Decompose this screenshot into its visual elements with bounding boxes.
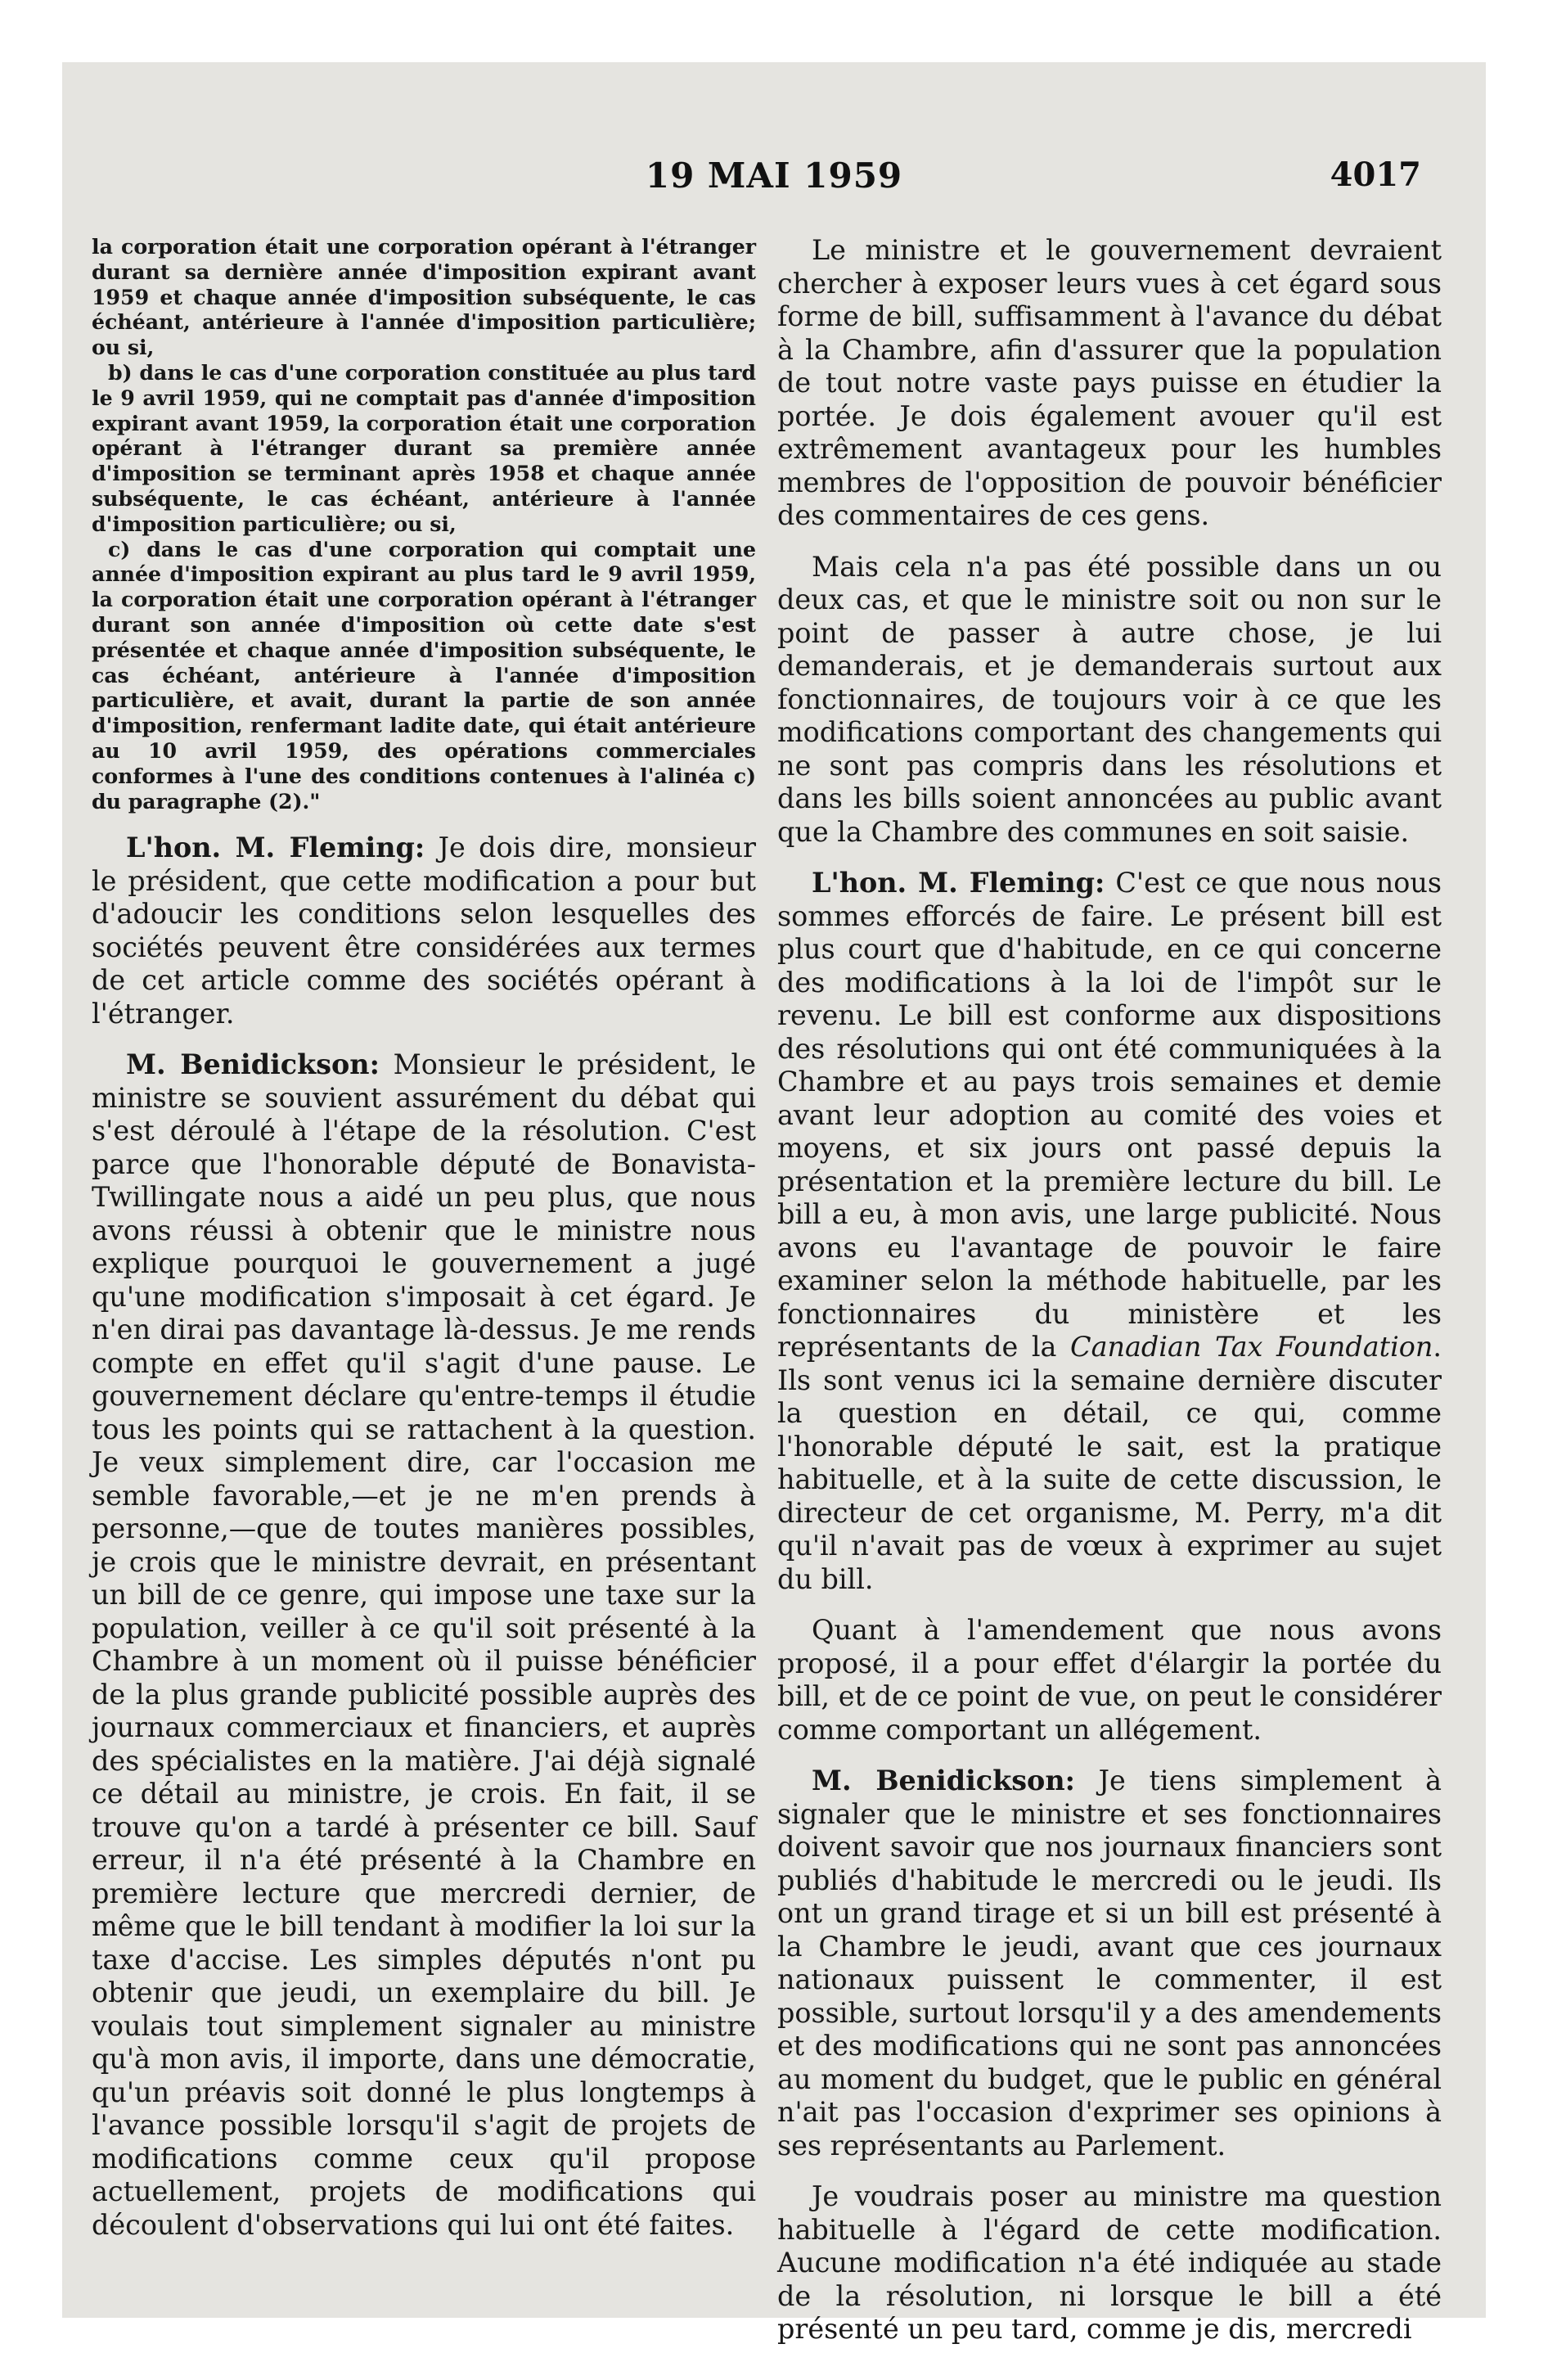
speaker-name: M. Benidickson: — [812, 1765, 1075, 1796]
speech-paragraph — [777, 867, 1442, 1596]
left-debate — [92, 832, 756, 2242]
speech-paragraph: Quant à l'amendement que nous avons proposé, il a pour effet d'élargir la portée du bill, et de ce point de vue, on peut le considérer comme comportant un allégement. — [777, 1614, 1442, 1746]
quoted-amendment — [92, 234, 756, 814]
speech-paragraph: Mais cela n'a pas été possible dans un ou deux cas, et que le ministre soit ou non sur le point de passer à autre chose, je lui demanderais, et je demanderais surtout aux fonctionnaires, de toujours voir à ce que les modifications comportant des changements qui ne sont pas compris dans les résolutions et dans les bills soient annoncées au public avant que la Chambre des communes en soit saisie. — [777, 550, 1442, 848]
page-number: 4017 — [1330, 156, 1421, 194]
speech-text: Je dois dire, monsieur le président, que cette modification a pour but d'adoucir les conditions selon lesquelles des sociétés peuvent être considérées aux termes de cet article comme des sociétés opérant à l'étranger. — [92, 832, 756, 1030]
right-column — [777, 234, 1442, 2346]
quote-clause-c: c) dans le cas d'une corporation qui comptait une année d'imposition expirant au plus tard le 9 avril 1959, la corporation était une corporation opérant à l'étranger durant son année d'imposition où cette date s'est présentée et chaque année d'imposition subséquente, le cas échéant, antérieure à l'année d'imposition particulière, et avait, durant la partie de son année d'imposition, renfermant ladite date, qui était antérieure au 10 avril 1959, des opérations commerciales conformes à l'une des conditions contenues à l'alinéa c) du paragraphe (2)." — [92, 536, 756, 814]
speech-text: Monsieur le président, le ministre se souvient assurément du débat qui s'est déroulé à l'étape de la résolution. C'est parce que l'honorable député de Bonavista-Twillingate nous a aidé un peu plus, que nous avons réussi à obtenir que le ministre nous explique pourquoi le gouvernement a jugé qu'une modification s'imposait à cet égard. Je n'en dirai pas davantage là-dessus. Je me rends compte en effet qu'il s'agit d'une pause. Le gouvernement déclare qu'entre-temps il étudie tous les points qui se rattachent à la question. Je veux simplement dire, car l'occasion me semble favorable,—et je ne m'en prends à personne,—que de toutes manières possibles, je crois que le ministre devrait, en présentant un bill de ce genre, qui impose une taxe sur la population, veiller à ce qu'il soit présenté à la Chambre à un moment où il puisse bénéficier de la plus grande publicité possible auprès des journaux commerciaux et financiers, et auprès des spécialistes en la matière. J'ai déjà signalé ce détail au ministre, je crois. En fait, il se trouve qu'on a tardé à présenter ce bill. Sauf erreur, il n'a été présenté à la Chambre en première lecture que mercredi dernier, de même que le bill tendant à modifier la loi sur la taxe d'accise. Les simples députés n'ont pu obtenir que jeudi, un exemplaire du bill. Je voulais tout simplement signaler au ministre qu'à mon avis, il importe, dans une démocratie, qu'un préavis soit donné le plus longtemps à l'avance possible lorsqu'il s'agit de projets de modifications comme ceux qu'il propose actuellement, projets de modifications qui découlent d'observations qui lui ont été faites. — [92, 1048, 757, 2241]
quote-continuation: la corporation était une corporation opérant à l'étranger durant sa dernière année d'imposition expirant avant 1959 et chaque année d'imposition subséquente, le cas échéant, antérieure à l'année d'imposition particulière; ou si, — [92, 234, 756, 360]
page-date: 19 MAI 1959 — [645, 156, 903, 196]
speech-text: . Ils sont venus ici la semaine dernière discuter la question en détail, ce qui, comme l'honorable député le sait, est la pratique habituelle, et à la suite de cette discussion, le directeur de cet organisme, M. Perry, m'a dit qu'il n'avait pas de vœux à exprimer au sujet du bill. — [777, 1331, 1442, 1595]
speech-paragraph — [777, 1765, 1442, 2162]
speech-text: Je tiens simplement à signaler que le ministre et ses fonctionnaires doivent savoir que nos journaux financiers sont publiés d'habitude le mercredi ou le jeudi. Ils ont un grand tirage et si un bill est présenté à la Chambre le jeudi, avant que ces journaux nationaux puissent le commenter, il est possible, surtout lorsqu'il y a des amendements et des modifications qui ne sont pas annoncées au moment du budget, que le public en général n'ait pas l'occasion d'exprimer ses opinions à ses représentants au Parlement. — [777, 1765, 1442, 2161]
organization-name: Canadian Tax Foundation — [1070, 1331, 1433, 1363]
speaker-name: M. Benidickson: — [126, 1048, 380, 1081]
quote-clause-b: b) dans le cas d'une corporation constituée au plus tard le 9 avril 1959, qui ne comptait pas d'année d'imposition expirant avant 1959, la corporation était une corporation opérant à l'étranger durant sa première année d'imposition se terminant après 1958 et chaque année subséquente, le cas échéant, antérieure à l'année d'imposition particulière; ou si, — [92, 359, 756, 536]
speaker-name: L'hon. M. Fleming: — [812, 867, 1105, 899]
speech-paragraph — [92, 832, 756, 1030]
left-column — [92, 234, 756, 2242]
speech-paragraph: Le ministre et le gouvernement devraient chercher à exposer leurs vues à cet égard sous forme de bill, suffisamment à l'avance du débat à la Chambre, afin d'assurer que la population de tout notre vaste pays puisse en étudier la portée. Je dois également avouer qu'il est extrêmement avantageux pour les humbles membres de l'opposition de pouvoir bénéficier des commentaires de ces gens. — [777, 234, 1442, 531]
speech-text: C'est ce que nous nous sommes efforcés de faire. Le présent bill est plus court que d'habitude, en ce qui concerne des modifications à la loi de l'impôt sur le revenu. Le bill est conforme aux dispositions des résolutions qui ont été communiquées à la Chambre et au pays trois semaines et demie avant leur adoption au comité des voies et moyens, et six jours ont passé depuis la présentation et la première lecture du bill. Le bill a eu, à mon avis, une large publicité. Nous avons eu l'avantage de pouvoir le faire examiner selon la méthode habituelle, par les fonctionnaires du ministère et les représentants de la — [777, 867, 1442, 1363]
speech-paragraph: Je voudrais poser au ministre ma question habituelle à l'égard de cette modification. Aucune modification n'a été indiquée au stade de la résolution, ni lorsque le bill a été présenté un peu tard, comme je dis, mercredi — [777, 2180, 1442, 2345]
speaker-name: L'hon. M. Fleming: — [126, 832, 425, 864]
speech-paragraph — [92, 1048, 756, 2242]
